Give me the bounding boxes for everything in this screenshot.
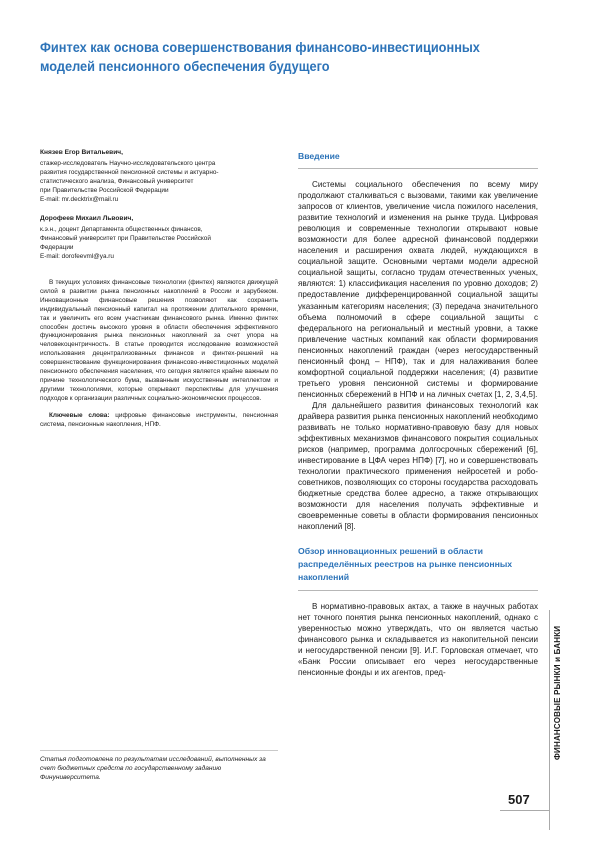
paragraph: В нормативно-правовых актах, а также в научных работах нет точного понятия рынка пенсионных накоплений, однако с уверенностью можно утверждать, что он является частью финансового рынка и складывается из накопительной пенсии и негосударственной пенсии [9]. И.Г. Горловская отмечает, что «Банк России описывает его через негосударственные пенсионные фонды и их агентов, пред- bbox=[298, 601, 538, 677]
affiliation-line: Федерации bbox=[40, 244, 74, 251]
affiliation-line: развития государственной пенсионной системы и актуарно- bbox=[40, 169, 219, 176]
author-name: Князев Егор Витальевич, bbox=[40, 149, 123, 156]
main-text-column bbox=[298, 150, 538, 678]
abstract bbox=[40, 279, 278, 430]
section-heading-intro: Введение bbox=[298, 151, 340, 161]
journal-section-label: ФИНАНСОВЫЕ РЫНКИ и БАНКИ bbox=[553, 625, 562, 760]
footnote: Статья подготовлена по результатам исследований, выполненных за счет бюджетных средств по государственному заданию Финуниверситета. bbox=[40, 756, 266, 781]
author-name: Дорофеев Михаил Львович, bbox=[40, 215, 134, 222]
paragraph: Системы социального обеспечения по всему миру продолжают сталкиваться с вызовами, такими как увеличение запросов от клиентов, увеличение числа пожилого населения, развитие технологий и изменения на рынке труда. Цифровая революция и современные технологии открывают новые возможности для более адресной финансовой поддержки населения и расширения охвата людей, нуждающихся в социальной защите. Основными чертами модели адресной социальной защиты, согласно трудам отечественных ученых, являются: 1) классификация населения по уровню доходов; 2) предоставление дифференцированной социальной защиты указанным категориям населения; (3) передача значительного объема полномочий в сфере социальной защиты с федерального на региональный и местный уровни, а также привлечение частных компаний как области формирования пенсионных накоплений граждан (через негосударственный пенсионный фонд – НПФ), так и для налаживания более комфортной социальной поддержки населения; (4) развитие третьего уровня пенсионной системы и формирование пенсионных сбережений в НПФ и на личных счетах [1, 2, 3,4,5]. bbox=[298, 180, 538, 399]
author-email: E-mail: mr.decktrix@mail.ru bbox=[40, 196, 119, 203]
side-divider bbox=[549, 610, 550, 830]
section-divider bbox=[298, 590, 538, 591]
author-email: E-mail: dorofeevml@ya.ru bbox=[40, 253, 114, 260]
section-heading-review: Обзор инновационных решений в области распределённых реестров на рынке пенсионных накоплений bbox=[298, 545, 513, 582]
author-affiliation bbox=[40, 225, 280, 261]
footnote-divider bbox=[40, 750, 278, 751]
affiliation-line: к.э.н., доцент Департамента общественных финансов, bbox=[40, 226, 203, 233]
page-number-rule bbox=[500, 810, 549, 811]
paragraph: Для дальнейшего развития финансовых технологий как драйвера развития рынка пенсионных накоплений необходимо развивать не только нормативно-правовую базу для новых эффективных механизмов финансового покрытия социальных рисков (например, программа долгосрочных сбережений [6], инвестирование в ЦФА через НПФ) [7], но и совершенствовать технологии практического применения нейросетей и робо-советников, позволяющих со стороны государства расходовать бюджетные средства более адресно, а также открывающих возможности для населения получать эффективные и своевременные советы в области формирования пенсионных накоплений [8]. bbox=[298, 400, 538, 532]
affiliation-line: стажер-исследователь Научно-исследовательского центра bbox=[40, 160, 216, 167]
author-2 bbox=[40, 214, 280, 261]
article-title: Финтех как основа совершенствования финансово-инвестиционных моделей пенсионного обеспечения будущего bbox=[40, 40, 480, 75]
section-divider bbox=[298, 168, 538, 169]
author-block bbox=[40, 148, 280, 271]
author-1 bbox=[40, 148, 280, 204]
author-affiliation bbox=[40, 159, 280, 204]
keywords-label: Ключевые слова: bbox=[49, 411, 110, 419]
abstract-text: В текущих условиях финансовые технологии (финтех) являются движущей силой в развитии рынка пенсионных накоплений в России и зарубежом. Инновационные финансовые решения позволяют как сохранить индивидуальный пенсионный капитал на протяжении длительного времени, так и увеличить его всем участникам финансового рынка. Именно финтех способен достичь высокого уровня в области обеспечения эффективного функционирования рынка пенсионных накоплений за счет упора на человекоцентричность. В статье проводится исследование возможностей использования децентрализованных финансов и финтех-решений на совершенствование функционирования финансово-инвестиционных моделей пенсионного обеспечения населения, что сегодня является крайне важным по причине технологического бума, вызванным искусственным интеллектом и другими технологиями, которые открывают перспективы для улучшения подходов к организации различных социально-экономических процессов. bbox=[40, 279, 278, 402]
page-number: 507 bbox=[508, 792, 530, 807]
keywords bbox=[40, 412, 278, 430]
affiliation-line: при Правительстве Российской Федерации bbox=[40, 187, 169, 194]
affiliation-line: Финансовый университет при Правительстве Российской bbox=[40, 235, 211, 242]
affiliation-line: статистического анализа, Финансовый университет bbox=[40, 178, 194, 185]
keywords-text: цифровые финансовые инструменты, пенсионная система, пенсионные накопления, НПФ. bbox=[40, 411, 278, 428]
section-2 bbox=[298, 545, 538, 678]
